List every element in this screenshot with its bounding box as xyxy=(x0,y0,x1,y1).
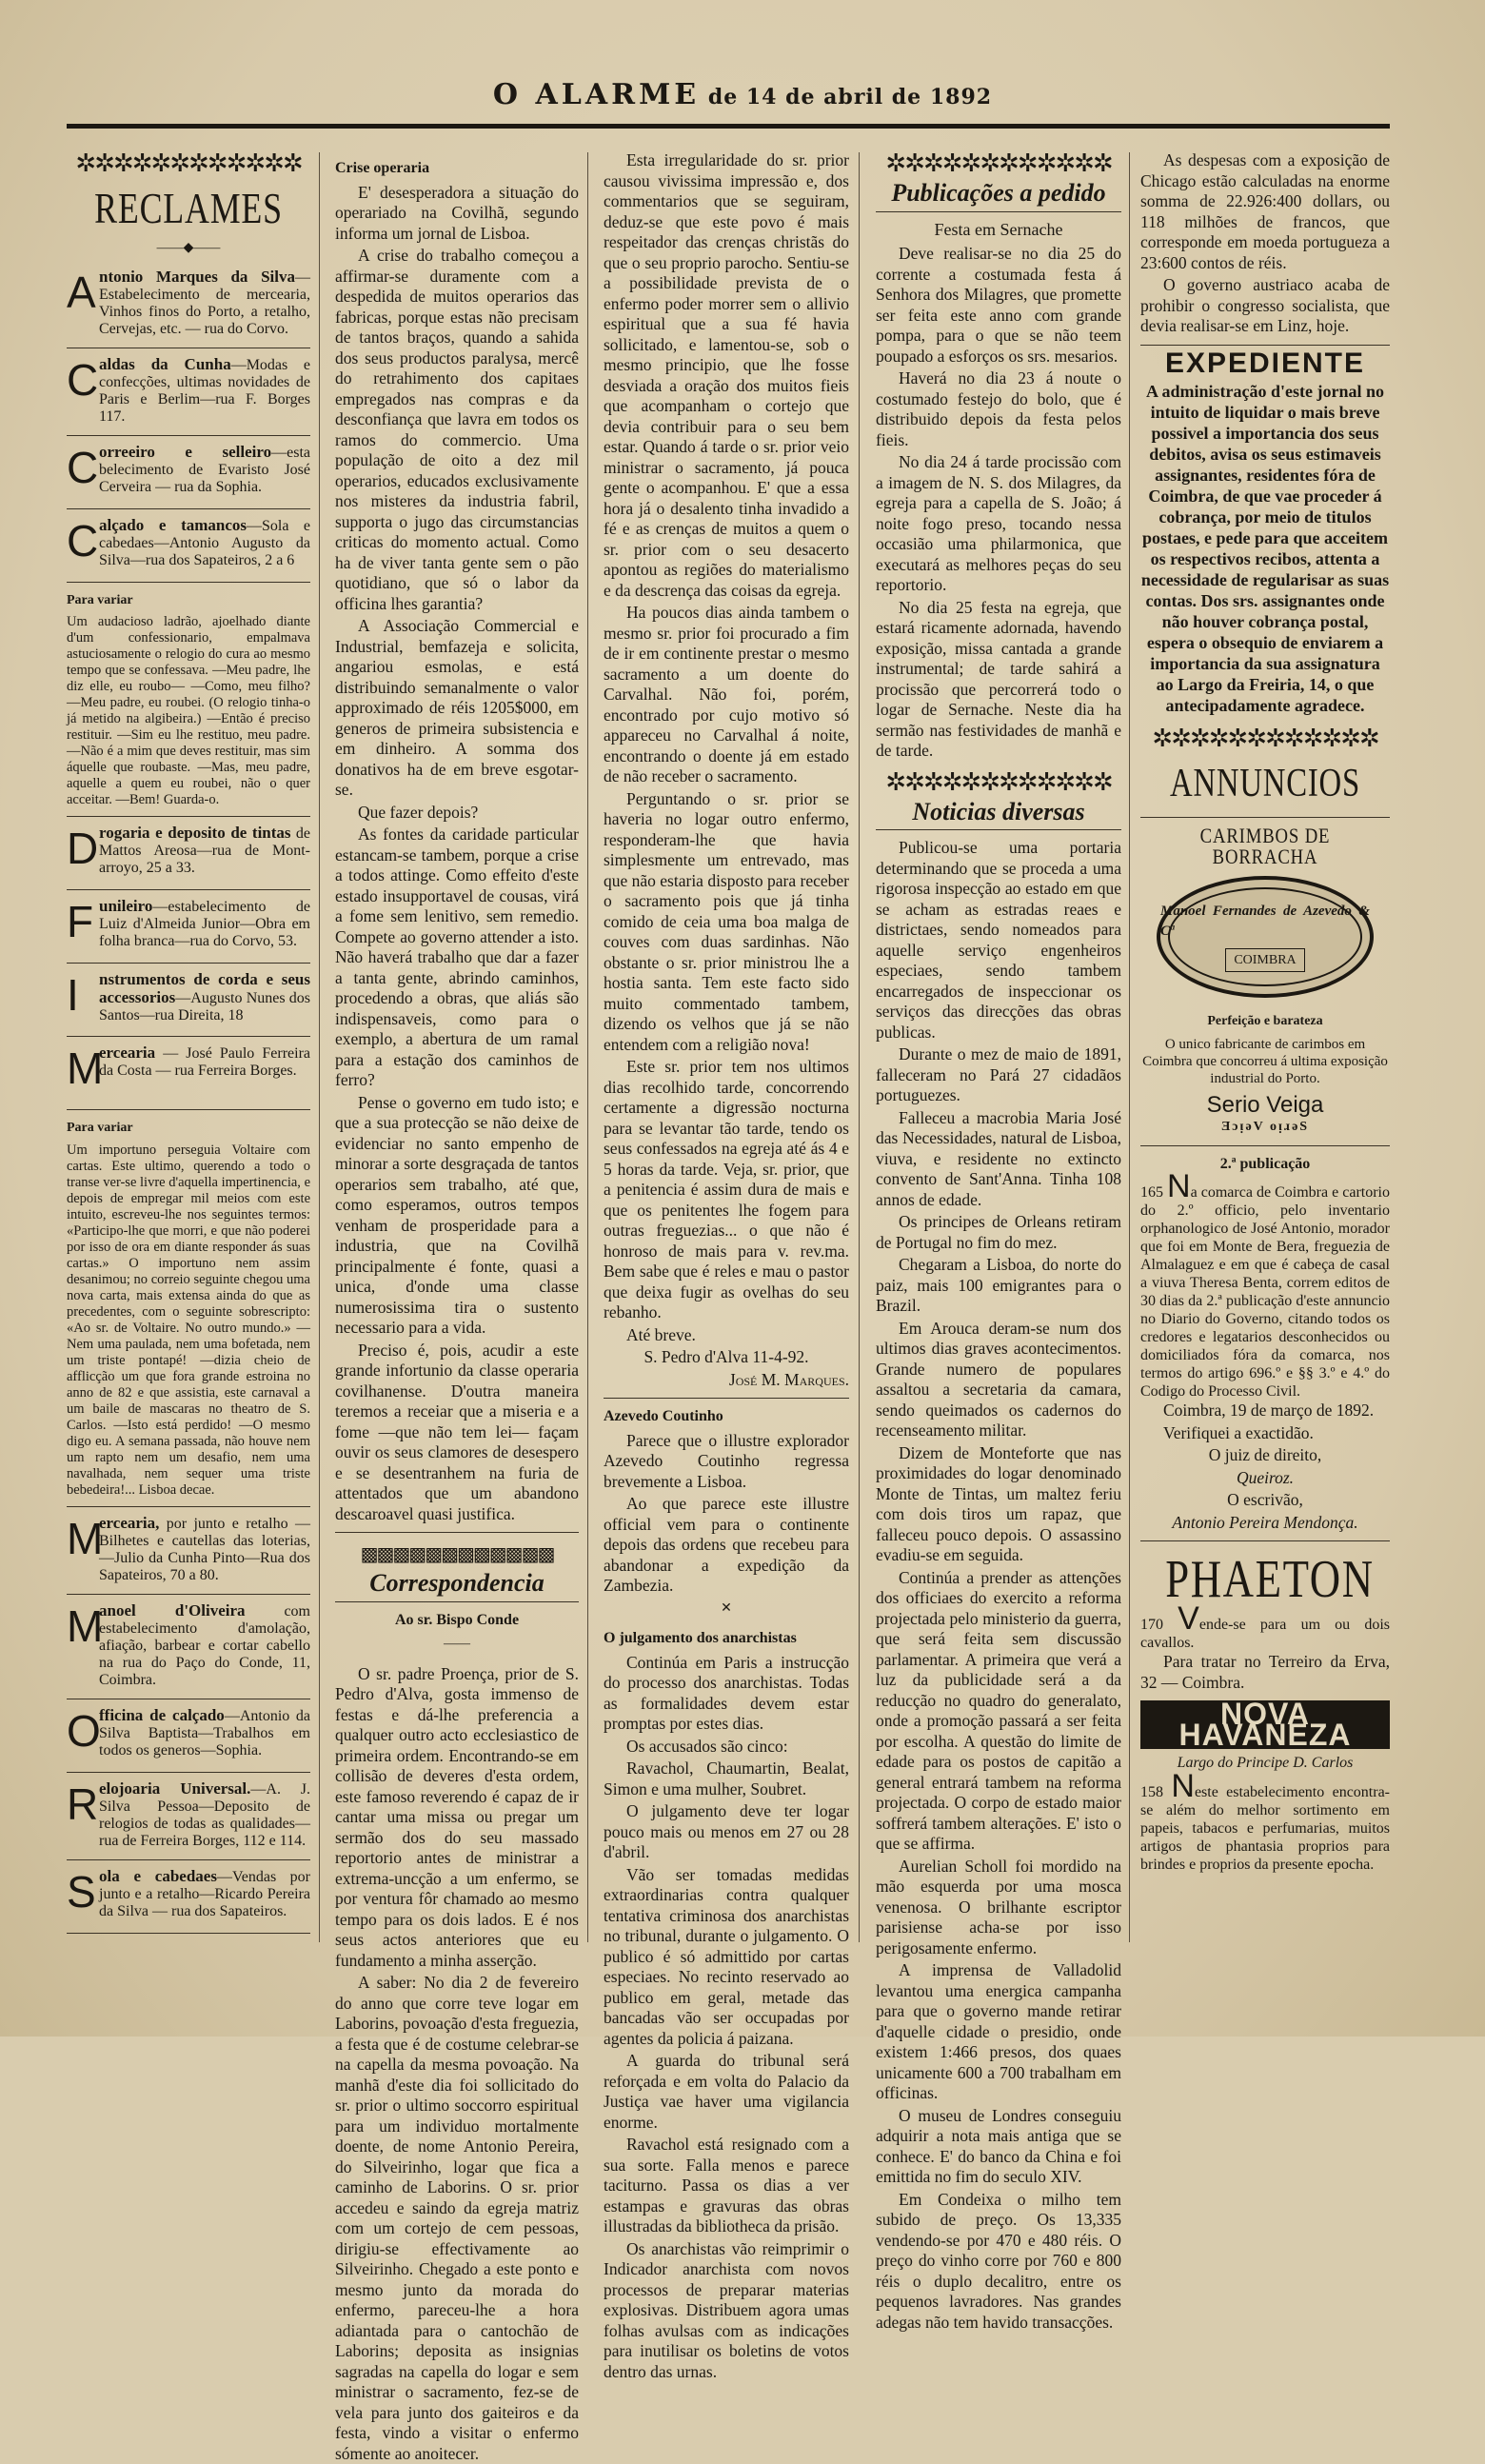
rubber-stamp-logo xyxy=(1157,876,1374,998)
expediente-text: A administração d'este jornal no intuito de liquidar o mais breve possivel a importancia dos seus debitos, avisa os seus estimaveis assignantes, residentes fóra de Coimbra, de que vae proceder á cobrança, por meio de titulos postaes, e pede para que acceitem os respectivos recibos, attenta a necessidade de regularisar as suas contas. Dos srs. assignantes onde não houver cobrança postal, espera o obsequio de enviarem a importancia da sua assignatura ao Largo da Freiria, 14, o que antecipadamente agradece. xyxy=(1140,381,1390,716)
reclames-heading: RECLAMES xyxy=(93,183,284,234)
para-variar-heading: Para variar xyxy=(67,1118,310,1139)
reclame-ad xyxy=(67,1515,310,1584)
divider xyxy=(67,1772,310,1773)
paragraph: Continúa a prender as attenções dos officiaes do exercito a reforma projectada pelo ministerio da guerra, que será feita sem discussão parlamentar. A primeira que verá a luz da publicidade será a da reducção no quadro do generalato, onde a promoção passará a ser feita por escolha. A questão do limite de edade para os postos de capitão a general entrará tambem na reforma projectada. O corpo de estado maior soffrerá tambem alterações. E' isto o que se affirma. xyxy=(876,1568,1121,1855)
stamp-name: Manoel Fernandes de Azevedo & Cª xyxy=(1160,902,1370,943)
paragraph: Que fazer depois? xyxy=(335,803,579,824)
reclame-text: com estabelecimento d'amolação, afiação, barbear e cortar cabello na rua do Paço do Conde, 11, Coimbra. xyxy=(99,1603,310,1688)
paragraph: A imprensa de Valladolid levantou uma energica campanha para que o governo mande retirar d'aquelle cidade o presidio, onde existem 1:466 presos, dos quaes unicamente 600 a 700 trabalham em officinas. xyxy=(876,1960,1121,2104)
ornament-border: ✲✲✲✲✲✲✲✲✲✲✲✲ xyxy=(1140,725,1390,752)
masthead-rule xyxy=(67,124,1390,129)
paragraph: Haverá no dia 23 á noute o costumado festejo do bolo, que é distribuido depois da festa pelos fieis. xyxy=(876,368,1121,450)
paragraph: Em Arouca deram-se num dos ultimos dias graves acontecimentos. Grande numero de populares assaltou a secretaria da camara, sendo queimados os cadernos do recenseamento militar. xyxy=(876,1319,1121,1441)
signoff-name: José M. Marques. xyxy=(604,1370,849,1391)
paragraph: Perguntando o sr. prior se haveria no logar outro enfermo, responderam-lhe que havia simplesmente um entrevado, mas que não estaria disposto para receber o sacramento pois que já tinha comido de ceia uma boa malga de couves com duas sardinhas. Não obstante o sr. prior ministrou lhe a hostia santa. Tem este facto sido muito commentado tambem, dizendo os velhos que já se não entendem com a religião nova! xyxy=(604,789,849,1056)
paragraph: A saber: No dia 2 de fevereiro do anno que corre teve logar em Laborins, povoação d'esta freguezia, a festa que é de costume celebrar-se na capella da mesma povoação. Na manhã d'este dia foi sollicitado do sr. prior o ultimo soccorro espiritual para um individuo mortalmente doente, de nome Antonio Pereira, do Silveirinho, logar que fica a caminho de Laborins. O sr. prior accedeu e saindo da egreja matriz com um cortejo de cem pessoas, dirigiu-se effectivamente ao Silveirinho. Chegado a este ponto e mesmo junto da morada do enfermo, pareceu-lhe a hora adiantada para o cantochão de Laborins; deposita as insignias sagradas na capella do logar e sem ministrar o sacramento, fez-se de vela para junto dos gaiteiros e da festa, vindo a visitar o enfermo sómente ao anoitecer. xyxy=(335,1973,579,2464)
paragraph: Deve realisar-se no dia 25 do corrente a costumada festa á Senhora dos Milagres, que promette ser feita este anno com grande pompa, para o que se não teem poupado a esforços os srs. mesarios. xyxy=(876,244,1121,367)
masthead xyxy=(0,78,1485,111)
anecdote-text: Um audacioso ladrão, ajoelhado diante d'um confessionario, empalmava astuciosamente o relogio do cura ao mesmo tempo que se confessava. —Meu padre, lhe diz elle, eu roubo— —Como, meu filho? —Meu padre, eu roubei. (O relogio tinha-o já metido na algibeira.) —Então é preciso restituir. —Sim eu lhe restituo, meu padre. —Não é a mim que deves restituir, mas sim áquelle que roubaste. —Mas, meu padre, aquelle a quem eu roubei, não o quer acceitar. —Bem! Guarda-o. xyxy=(67,614,310,808)
paragraph: Publicou-se uma portaria determinando que se proceda a uma rigorosa inspecção ao estado em que se acham as estradas reaes e districtaes, sendo nomeados para aquelle serviço engenheiros especiaes, sendo tambem encarregados de inspeccionar os serviços das direcções das obras publicas. xyxy=(876,838,1121,1043)
divider xyxy=(67,1036,310,1037)
reclame-text: —estabelecimento de Luiz d'Almeida Junior—Obra em folha branca—rua do Corvo, 53. xyxy=(99,899,310,949)
paragraph: Preciso é, pois, acudir a este grande infortunio da classe operaria covilhanense. D'outra maneira teremos a receiar que a miseria e a fome —que não tem lei— façam ouvir os seus clamores de desespero e se desentranhem na furia de attentados que um abandono descaroavel quasi justifica. xyxy=(335,1341,579,1525)
reclame-text: —Antonio da Silva Baptista—Trabalhos em todos os generos—Sophia. xyxy=(99,1708,310,1759)
anecdote-text: Um importuno perseguia Voltaire com cartas. Este ultimo, querendo a todo o transe ver-se livre d'aquella impertinencia, e depois de empregar mil meios com este intuito, escreveu-lhe nos seguintes termos: «Participo-lhe que morri, e que não poderei por isso de ora em diante responder ás suas cartas.» O importuno nem assim desanimou; no correio seguinte chegou uma nova carta, mais extensa ainda do que as precedentes, com o seguinte sobrescripto: «Ao sr. de Voltaire. No outro mundo.» —Nem uma paulada, nem uma bofetada, nem um triste pontapé! —dizia cheio de afflicção um que fora grande estroina no anno de 82 e que assistia, este carnaval a um baile de mascaras no theatro de S. Carlos. —Isto está perdido! —O mesmo digo eu. A semana passada, não houve nem um rapto nem um desafio, nem uma navalhada, nem sequer uma triste bebedeira!... Lisboa decae. xyxy=(67,1143,310,1499)
divider xyxy=(67,1594,310,1595)
reclame-name: ntonio Marques da Silva xyxy=(99,268,295,286)
divider xyxy=(1140,817,1390,818)
ad-number: 170 xyxy=(1140,1617,1163,1633)
paragraph: O museu de Londres conseguiu adquirir a nota mais antiga que se conhece. E' do banco da China e foi emittida no fim do seculo XIV. xyxy=(876,2106,1121,2188)
paragraph: A guarda do tribunal será reforçada e em volta do Palacio da Justiça vae haver uma vigilancia enorme. xyxy=(604,2051,849,2133)
divider xyxy=(335,1601,579,1602)
paragraph: O sr. padre Proença, prior de S. Pedro d'Alva, gosta immenso de festas e dá-lhe preferencia a qualquer outro acto ecclesiastico de primeira ordem. Encontrando-se em collisão de deveres d'esta ordem, este famoso reverendo é capaz de ir cantar uma missa ou pregar um sermão dos do seu massado reportorio antes de ministrar a extrema-uncção a um enfermo, se por ventura fôr chamado ao mesmo tempo para os dois lados. E é nos seus actos anteriores que eu fundamento a minha asserção. xyxy=(335,1664,579,1972)
ad-number: 165 xyxy=(1140,1184,1163,1201)
reclame-name: unileiro xyxy=(99,897,152,915)
phaeton-text: ende-se para um ou dois cavallos. xyxy=(1140,1617,1390,1651)
column-annuncios xyxy=(1140,150,1390,1940)
reclame-name: anoel d'Oliveira xyxy=(99,1601,246,1619)
ad-title: CARIMBOS DE BORRACHA xyxy=(1159,825,1372,866)
drop-initial: C xyxy=(67,446,98,489)
paragraph: Ao que parece este illustre official vem para o continente depois das ordens que recebeu para abandonar a expedição da Zambezia. xyxy=(604,1494,849,1597)
article-body xyxy=(876,244,1121,762)
paragraph: Chegaram a Lisboa, do norte do paiz, mais 100 emigrantes para o Brazil. xyxy=(876,1255,1121,1317)
reclames-list xyxy=(67,268,310,583)
reclame-ad xyxy=(67,268,310,338)
reclame-ad xyxy=(67,971,310,1026)
paragraph: Parece que o illustre explorador Azevedo Coutinho regressa brevemente a Lisboa. xyxy=(604,1431,849,1493)
article-body xyxy=(604,1431,849,1597)
ad-number: 158 xyxy=(1140,1784,1163,1800)
reclame-name: alçado e tamancos xyxy=(99,516,247,534)
paragraph: Pense o governo em tudo isto; e que a sua protecção se não deixe de evidenciar no santo empenho de minorar a sorte desgraçada de tantos operarios sem trabalho, até que, como esperamos, outros tempos venham de prosperidade para a industria, que na Covilhã principalmente é fonte, quasi a unica, d'onde uma classe numerosissima tira o sustento necessario para a vida. xyxy=(335,1093,579,1339)
phaeton-text-2: Para tratar no Terreiro da Erva, 32 — Coimbra. xyxy=(1140,1652,1390,1693)
reclame-text: —Estabelecimento de mercearia, Vinhos finos do Porto, a retalho, Cervejas, etc. — rua do Corvo. xyxy=(99,269,310,337)
article-title: Crise operaria xyxy=(335,158,579,179)
column-separator xyxy=(587,152,588,1942)
reclames-list xyxy=(67,825,310,1110)
paragraph: Os accusados são cinco: xyxy=(604,1737,849,1758)
drop-initial: I xyxy=(67,973,79,1017)
drop-initial: N xyxy=(1171,1768,1195,1804)
paragraph: Dizem de Monteforte que nas proximidades do logar denominado Monte de Tintas, um maltez feriu com dois tiros um rapaz, que falleceu pouco depois. O assassino evadiu-se em seguida. xyxy=(876,1443,1121,1566)
column-crise xyxy=(335,150,579,1940)
paragraph: Ravachol, Chaumartin, Bealat, Simon e uma mulher, Soubret. xyxy=(604,1759,849,1799)
reclame-ad xyxy=(67,825,310,880)
section-title: Correspondencia xyxy=(335,1573,579,1594)
drop-initial: O xyxy=(67,1709,101,1753)
reclame-name: nstrumentos de corda e seus accessorios xyxy=(99,970,310,1006)
section-title: Noticias diversas xyxy=(876,802,1121,823)
judge-name: Queiroz. xyxy=(1140,1468,1390,1489)
reclame-ad xyxy=(67,1707,310,1762)
reclames-list xyxy=(67,1515,310,1934)
reclame-name: rogaria e deposito de tintas xyxy=(99,824,291,842)
divider xyxy=(67,582,310,583)
column-publicacoes xyxy=(876,150,1121,1940)
divider xyxy=(604,1398,849,1399)
reclame-ad xyxy=(67,1780,310,1850)
phaeton-ad xyxy=(1140,1610,1390,1652)
reclame-text: —A. J. Silva Pessoa—Deposito de relogios de todas as qualidades—rua de Ferreira Borges, 112 e 114. xyxy=(99,1781,310,1849)
paragraph: Esta irregularidade do sr. prior causou vivissima impressão e, dos commentarios que se seguiram, deduz-se que este povo é mais respeitador das crenças christãs do que o seu proprio parocho. Sentiu-se a possibilidade prevista de o enfermo poder morrer sem o allivio espiritual que a sua fé havia sollicitado, e lamentou-se, sob o mesmo principio, que lhe fosse desviada a oração dos muitos fieis que acompanham o cortejo que devia contribuir para o seu bem estar. Quando á tarde o sr. prior veio ministrar o sacramento, já pouca gente o acompanhou. E' que a essa hora já o desalento tinha invadido a fé e as crenças de muitos a quem o sr. prior com o seu desacerto apontou as regiões do materialismo e da descrença das coisas da egreja. xyxy=(604,150,849,601)
paragraph: Falleceu a macrobia Maria José das Necessidades, natural de Lisboa, viuva, e residente no extincto convento de Sant'Anna. Tinha 108 annos de edade. xyxy=(876,1108,1121,1211)
clerk-name: Antonio Pereira Mendonça. xyxy=(1140,1513,1390,1534)
article-body xyxy=(604,1653,849,2383)
havaneza-heading: NOVA HAVANEZA xyxy=(1140,1700,1390,1749)
paragraph: Vão ser tomadas medidas extraordinarias contra qualquer tentativa criminosa dos anarchistas no tribunal, durante o julgamento. O publico é só admittido por cartas especiaes. No recinto reservado ao publico em geral, metade das bancadas vão ser occupadas por agentes da policia á paizana. xyxy=(604,1865,849,2050)
ornament-border: ✲✲✲✲✲✲✲✲✲✲✲✲ xyxy=(876,769,1121,796)
paragraph: Em Condeixa o milho tem subido de preço. Os 13,335 vendendo-se por 470 e 480 réis. O preço do vinho corre por 760 e 800 réis o duplo decalitro, entre os pequenos lavradores. Nas grandes adegas não tem havido transacções. xyxy=(876,2190,1121,2334)
reclame-ad xyxy=(67,356,310,426)
drop-initial: S xyxy=(67,1870,96,1914)
divider xyxy=(335,1532,579,1533)
column-correspondencia-cont xyxy=(604,150,849,1940)
article-body xyxy=(876,838,1121,2333)
article-body xyxy=(335,183,579,1525)
reclame-text: —Modas e confecções, ultimas novidades de Paris e Berlim—rua F. Borges 117. xyxy=(99,357,310,425)
reclame-text: de Mattos Areosa—rua de Mont-arroyo, 25 a 33. xyxy=(99,825,310,876)
article-title: Festa em Sernache xyxy=(876,220,1121,241)
ad-signature-mirror: ƎɔᴉǝV oᴉɹǝS xyxy=(1140,1117,1390,1138)
paragraph: A crise do trabalho começou a affirmar-se duramente com a despedida de muitos operarios das fabricas, porque estas não precisam de tantos braços, quando a sahida dos seus productos paralysa, mercê do retrahimento dos capitaes empregados nas compras e da desconfiança que lavra em todos os ramos do commercio. Uma população de oito a dez mil operarios, educados exclusivamente nos misteres da industria fabril, supporta o jugo das circumstancias criticas do momento actual. Como ha de viver tanta gente sem o pão quotidiano, que só o labor da officina lhes garantia? xyxy=(335,246,579,614)
paragraph: O governo austriaco acaba de prohibir o congresso socialista, que devia realisar-se em Linz, hoje. xyxy=(1140,275,1390,337)
paragraph: Ravachol está resignado com a sua sorte. Falla menos e parece taciturno. Passa os dias a ver estampas e gravuras das obras illustradas da bibliotheca da prisão. xyxy=(604,2135,849,2237)
paragraph: No dia 24 á tarde procissão com a imagem de N. S. dos Milagres, da egreja para a capella de S. João; á noite fogo preso, tocando nessa occasião uma philarmonica, que executará as melhores peças do seu reportorio. xyxy=(876,452,1121,596)
reclame-name: ercearia, xyxy=(99,1514,159,1532)
drop-initial: M xyxy=(67,1517,103,1560)
divider xyxy=(1140,1145,1390,1146)
verification: Verifiquei a exactidão. xyxy=(1140,1423,1390,1444)
paragraph: Durante o mez de maio de 1891, falleceram no Pará 27 cidadãos portuguezes. xyxy=(876,1044,1121,1106)
fleuron-divider: —— xyxy=(335,1634,579,1655)
drop-initial: V xyxy=(1178,1600,1199,1637)
publicacao-label: 2.ª publicação xyxy=(1140,1154,1390,1175)
column-separator xyxy=(859,152,860,1942)
article-subtitle: Ao sr. Bispo Conde xyxy=(335,1610,579,1631)
section-title: Publicações a pedido xyxy=(876,183,1121,204)
paragraph: E' desesperadora a situação do operariado na Covilhã, segundo informa um jornal de Lisboa. xyxy=(335,183,579,245)
paragraph: As fontes da caridade particular estancam-se tambem, porque a crise a todos attinge. Como effeito d'este estado insupportavel de cousas, virá a fome sem lenitivo, sem remedio. Compete ao governo attender a isto. Não haverá trabalho que dar a fazer a tanta gente, abrindo caminhos, procedendo a obras, que aliás são indispensaveis, como para o exemplo, a abertura de um ramal para a estação dos caminhos de ferro? xyxy=(335,825,579,1091)
article-body xyxy=(604,150,849,1345)
reclame-name: aldas da Cunha xyxy=(99,355,231,373)
divider xyxy=(67,1859,310,1860)
reclame-ad xyxy=(67,898,310,953)
reclame-ad xyxy=(67,444,310,499)
article-body xyxy=(335,1664,579,2464)
reclame-name: ercearia xyxy=(99,1043,155,1062)
judge-title: O juiz de direito, xyxy=(1140,1445,1390,1466)
issue-date: de 14 de abril de 1892 xyxy=(708,85,992,109)
drop-initial: M xyxy=(67,1604,103,1648)
drop-initial: M xyxy=(67,1046,103,1090)
reclame-text: por junto e retalho —Bilhetes e cautellas das loterias, —Julio da Cunha Pinto—Rua dos Sapateiros, 70 a 80. xyxy=(99,1516,310,1583)
drop-initial: C xyxy=(67,358,98,402)
ornament-border: ✲✲✲✲✲✲✲✲✲✲✲✲ xyxy=(67,150,310,177)
clerk-title: O escrivão, xyxy=(1140,1490,1390,1511)
edital-text: a comarca de Coimbra e cartorio do 2.º officio, pelo inventario orphanologico de José Antonio, morador que foi em Monte de Bera, freguezia de Almalaguez e em que é cabeça de casal a viuva Theresa Benta, correm editos de 30 dias da 2.ª publicação d'este annuncio no Diario do Governo, citando todos os credores e legatarios desconhecidos ou domiciliados fóra da comarca, nos termos do artigo 696.º e §§ 3.º e 4.º do Codigo do Processo Civil. xyxy=(1140,1184,1390,1400)
edital-block xyxy=(1140,1178,1390,1401)
paragraph: Aurelian Scholl foi mordido na mão esquerda por uma mosca venenosa. O brilhante escriptor parisiense acha-se por isso perigosamente enfermo. xyxy=(876,1857,1121,1959)
ornament-border: ▩▩▩▩▩▩▩▩▩▩▩▩ xyxy=(335,1540,579,1567)
havaneza-text: este estabelecimento encontra-se além do melhor sortimento em papeis, tabacos e perfumarias, muitos artigos de phantasia proprios para brindes e proprios da presente epocha. xyxy=(1140,1784,1390,1873)
havaneza-ad xyxy=(1140,1778,1390,1874)
divider xyxy=(1140,1540,1390,1541)
paragraph: Até breve. xyxy=(604,1325,849,1346)
divider xyxy=(67,889,310,890)
divider xyxy=(67,1109,310,1110)
reclame-text: — José Paulo Ferreira da Costa — rua Ferreira Borges. xyxy=(99,1045,310,1079)
fleuron-divider: ——◆—— xyxy=(67,238,310,259)
divider xyxy=(1140,345,1390,346)
reclame-name: orreeiro e selleiro xyxy=(99,443,271,461)
column-reclames xyxy=(67,150,310,1940)
reclame-name: elojoaria Universal. xyxy=(99,1779,250,1798)
divider xyxy=(67,1933,310,1934)
article-title: Azevedo Coutinho xyxy=(604,1406,849,1427)
divider xyxy=(876,829,1121,830)
divider xyxy=(67,508,310,509)
drop-initial: C xyxy=(67,519,98,563)
drop-initial: F xyxy=(67,900,93,944)
reclame-ad xyxy=(67,1602,310,1689)
paragraph: Continúa em Paris a instrucção do processo dos anarchistas. Todas as formalidades devem estar promptas por estes dias. xyxy=(604,1653,849,1735)
paragraph: A Associação Commercial e Industrial, bemfazeja e solicita, angariou esmolas, e está distribuindo semanalmente o valor approximado de réis 1205$000, em generos de primeira subsistencia e em dinheiro. A somma dos donativos ha de em breve esgotar-se. xyxy=(335,616,579,801)
reclame-name: ola e cabedaes xyxy=(99,1867,217,1885)
paragraph: Os principes de Orleans retiram de Portugal no fim do mez. xyxy=(876,1212,1121,1253)
drop-initial: D xyxy=(67,826,98,870)
column-separator xyxy=(319,152,320,1942)
reclame-text: —Augusto Nunes dos Santos—rua Direita, 18 xyxy=(99,990,310,1023)
phaeton-heading: PHAETON xyxy=(1165,1549,1365,1610)
annuncios-heading: ANNUNCIOS xyxy=(1168,758,1362,809)
havaneza-address: Largo do Principe D. Carlos xyxy=(1140,1753,1390,1774)
article-title: O julgamento dos anarchistas xyxy=(604,1628,849,1649)
cross-divider: ✕ xyxy=(604,1599,849,1619)
reclame-ad xyxy=(67,1044,310,1100)
reclame-text: —esta belecimento de Evaristo José Cerveira — rua da Sophia. xyxy=(99,445,310,495)
reclame-text: —Sola e cabedaes—Antonio Augusto da Silva—rua dos Sapateiros, 2 a 6 xyxy=(99,518,310,568)
edital-date: Coimbra, 19 de março de 1892. xyxy=(1140,1401,1390,1421)
reclame-ad xyxy=(67,517,310,572)
paragraph: O julgamento deve ter logar pouco mais ou menos em 27 ou 28 d'abril. xyxy=(604,1801,849,1863)
para-variar-heading: Para variar xyxy=(67,590,310,611)
drop-initial: A xyxy=(67,270,96,314)
ad-signature: Serio Veiga xyxy=(1140,1095,1390,1116)
divider xyxy=(67,963,310,964)
divider xyxy=(67,1506,310,1507)
column-separator xyxy=(1129,152,1130,1942)
expediente-heading: EXPEDIENTE xyxy=(1140,353,1390,374)
ad-tagline: Perfeição e barateza xyxy=(1140,1011,1390,1032)
divider xyxy=(876,211,1121,212)
drop-initial: N xyxy=(1167,1168,1191,1204)
divider xyxy=(67,435,310,436)
drop-initial: R xyxy=(67,1782,98,1826)
stamp-city: COIMBRA xyxy=(1225,948,1304,973)
ornament-border: ✲✲✲✲✲✲✲✲✲✲✲✲ xyxy=(876,150,1121,177)
ad-text: O unico fabricante de carimbos em Coimbra que concorreu á ultima exposição industrial do Porto. xyxy=(1140,1036,1390,1087)
signoff-place: S. Pedro d'Alva 11-4-92. xyxy=(604,1347,849,1368)
paragraph: Os anarchistas vão reimprimir o Indicador anarchista com novos processos de preparar materias explosivas. Distribuem agora umas folhas avulsas com as indicações para inutilisar os boletins de votos dentro das urnas. xyxy=(604,2239,849,2383)
paragraph: Este sr. prior tem nos ultimos dias recolhido tarde, concorrendo certamente a digressão nocturna para se levantar tão tarde, tendo os seus confessados na egreja até ás 4 e 5 horas da tarde. Veja, sr. prior, que a penitencia é assim dura de mais e que os penitentes lhe fogem para outras freguezias... o que não é honroso de mais para v. rev.ma. Bem sabe que é reles e mau o pastor que deixa fugir as ovelhas do seu rebanho. xyxy=(604,1057,849,1323)
stamp-illustration xyxy=(1140,876,1390,998)
paragraph: Ha poucos dias ainda tambem o mesmo sr. prior foi procurado a fim de ir em continente prestar o mesmo sacramento a um doente do Carvalhal. Não foi, porém, encontrado por cujo motivo só appareceu no Carvalhal á noite, encontrando o doente já em estado de não receber o sacramento. xyxy=(604,603,849,787)
reclame-ad xyxy=(67,1868,310,1923)
reclame-name: fficina de calçado xyxy=(99,1706,225,1724)
article-body xyxy=(1140,150,1390,337)
paper-name: O ALARME xyxy=(493,78,700,111)
divider xyxy=(67,816,310,817)
paragraph: No dia 25 festa na egreja, que estará ricamente adornada, havendo exposição, missa cantada a grande instrumental; de tarde sahirá a procissão que percorrerá todo o logar de Sernache. Neste dia ha sermão nas festividades de manhã e de tarde. xyxy=(876,598,1121,762)
paragraph: As despesas com a exposição de Chicago estão calculadas na enorme somma de 22.926:400 dollars, ou 118 milhões de francos, que corresponde em moeda portugueza a 23:600 contos de réis. xyxy=(1140,150,1390,273)
reclame-text: —Vendas por junto e a retalho—Ricardo Pereira da Silva — rua dos Sapateiros. xyxy=(99,1869,310,1919)
